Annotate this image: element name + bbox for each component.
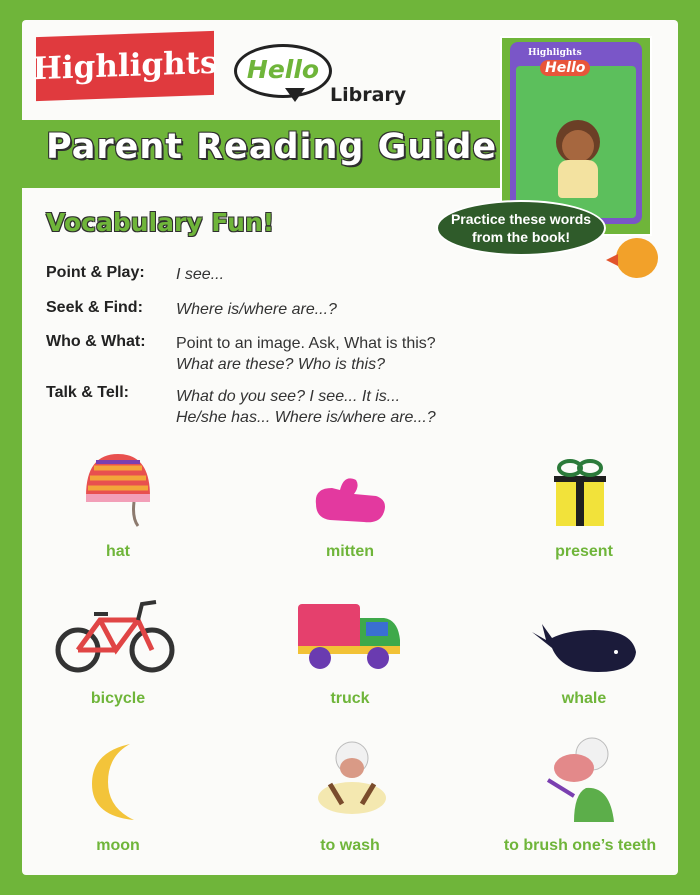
word-label-moon: moon [96,837,140,854]
hello-logo: Hello [234,44,332,98]
truck-icon [294,600,404,672]
sheep-washing-icon [316,738,388,822]
word-label-hat: hat [106,543,130,560]
word-label-to-wash: to wash [320,837,380,854]
knit-hat-icon [80,448,156,530]
whale-icon [528,622,640,676]
child-face-icon [562,130,594,162]
page-title: Parent Reading Guide [46,127,498,167]
word-label-present: present [555,543,613,560]
prompt-label-seek-find: Seek & Find: [46,299,143,316]
book-title: Hello [540,60,590,76]
mitten-icon [310,470,390,526]
word-label-to-brush-teeth: to brush one’s teeth [503,837,657,854]
child-shirt-icon [558,160,598,198]
sheep-brushing-teeth-icon [540,736,622,824]
word-label-whale: whale [561,690,607,707]
prompt-text-seek-find: Where is/where are...? [176,301,337,318]
vocabulary-title: Vocabulary Fun! [46,208,275,237]
prompt-text-who-what-2: What are these? Who is this? [176,356,385,373]
prompt-text-who-what-1: Point to an image. Ask, What is this? [176,335,436,352]
prompt-label-talk-tell: Talk & Tell: [46,384,129,401]
callout-line-1: Practice these words [450,211,592,227]
practice-callout [436,200,606,256]
highlights-logo: Highlights [36,31,214,101]
bird-icon [616,238,658,278]
word-label-truck: truck [330,690,370,707]
prompt-text-talk-tell-1: What do you see? I see... It is... [176,388,401,405]
present-icon [550,458,610,528]
prompt-text-point-play: I see... [176,266,225,283]
prompt-text-talk-tell-2: He/she has... Where is/where are...? [176,409,436,426]
word-label-mitten: mitten [326,543,374,560]
speech-tail-icon [285,88,305,102]
crescent-moon-icon [78,742,150,822]
bicycle-icon [54,594,178,678]
library-label: Library [330,84,407,106]
word-label-bicycle: bicycle [90,690,146,707]
prompt-label-point-play: Point & Play: [46,264,145,281]
book-brand: Highlights [528,48,582,58]
prompt-label-who-what: Who & What: [46,333,146,350]
bird-beak-icon [606,254,618,266]
callout-line-2: from the book! [472,229,570,245]
